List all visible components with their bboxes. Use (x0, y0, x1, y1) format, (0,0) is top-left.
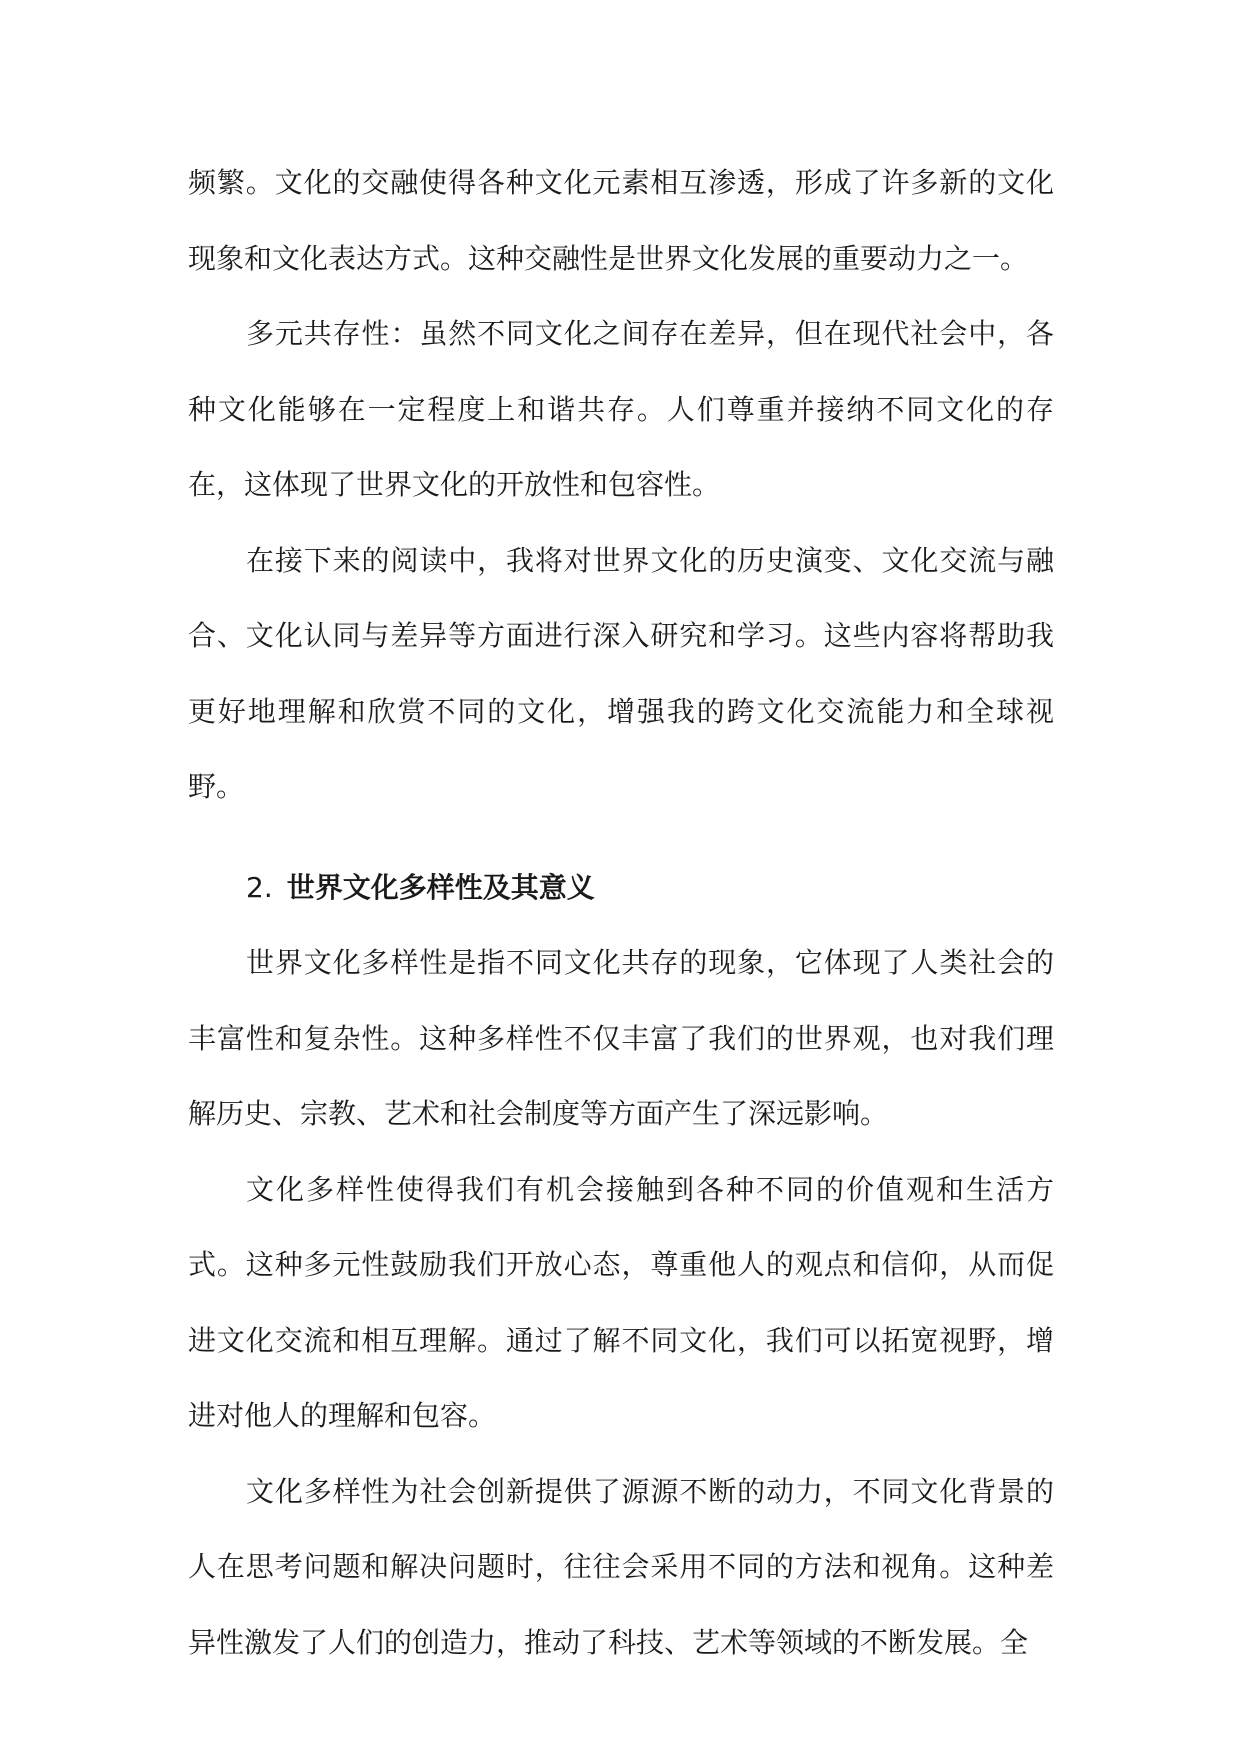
paragraph-diversity-innovation: 文化多样性为社会创新提供了源源不断的动力，不同文化背景的人在思考问题和解决问题时，往往会采用不同的方法和视角。这种差异性激发了人们的创造力，推动了科技、艺术等领域的不断发展。全 (188, 1474, 1054, 1659)
paragraph-continuation: 频繁。文化的交融使得各种文化元素相互渗透，形成了许多新的文化现象和文化表达方式。这种交融性是世界文化发展的重要动力之一。 (188, 166, 1054, 275)
paragraph-diversity-values: 文化多样性使得我们有机会接触到各种不同的价值观和生活方式。这种多元性鼓励我们开放心态，尊重他人的观点和信仰，从而促进文化交流和相互理解。通过了解不同文化，我们可以拓宽视野，增进对他人的理解和包容。 (188, 1172, 1054, 1432)
paragraph-reading-plan: 在接下来的阅读中，我将对世界文化的历史演变、文化交流与融合、文化认同与差异等方面进行深入研究和学习。这些内容将帮助我更好地理解和欣赏不同的文化，增强我的跨文化交流能力和全球视野。 (188, 543, 1054, 803)
document-body (188, 145, 1054, 1680)
paragraph-diversity-definition: 世界文化多样性是指不同文化共存的现象，它体现了人类社会的丰富性和复杂性。这种多样性不仅丰富了我们的世界观，也对我们理解历史、宗教、艺术和社会制度等方面产生了深远影响。 (188, 946, 1054, 1130)
paragraph-coexistence: 多元共存性：虽然不同文化之间存在差异，但在现代社会中，各种文化能够在一定程度上和谐共存。人们尊重并接纳不同文化的存在，这体现了世界文化的开放性和包容性。 (188, 317, 1054, 501)
section-number: 2. (246, 870, 273, 904)
section-title: 世界文化多样性及其意义 (286, 870, 595, 904)
section-heading (188, 850, 1054, 926)
